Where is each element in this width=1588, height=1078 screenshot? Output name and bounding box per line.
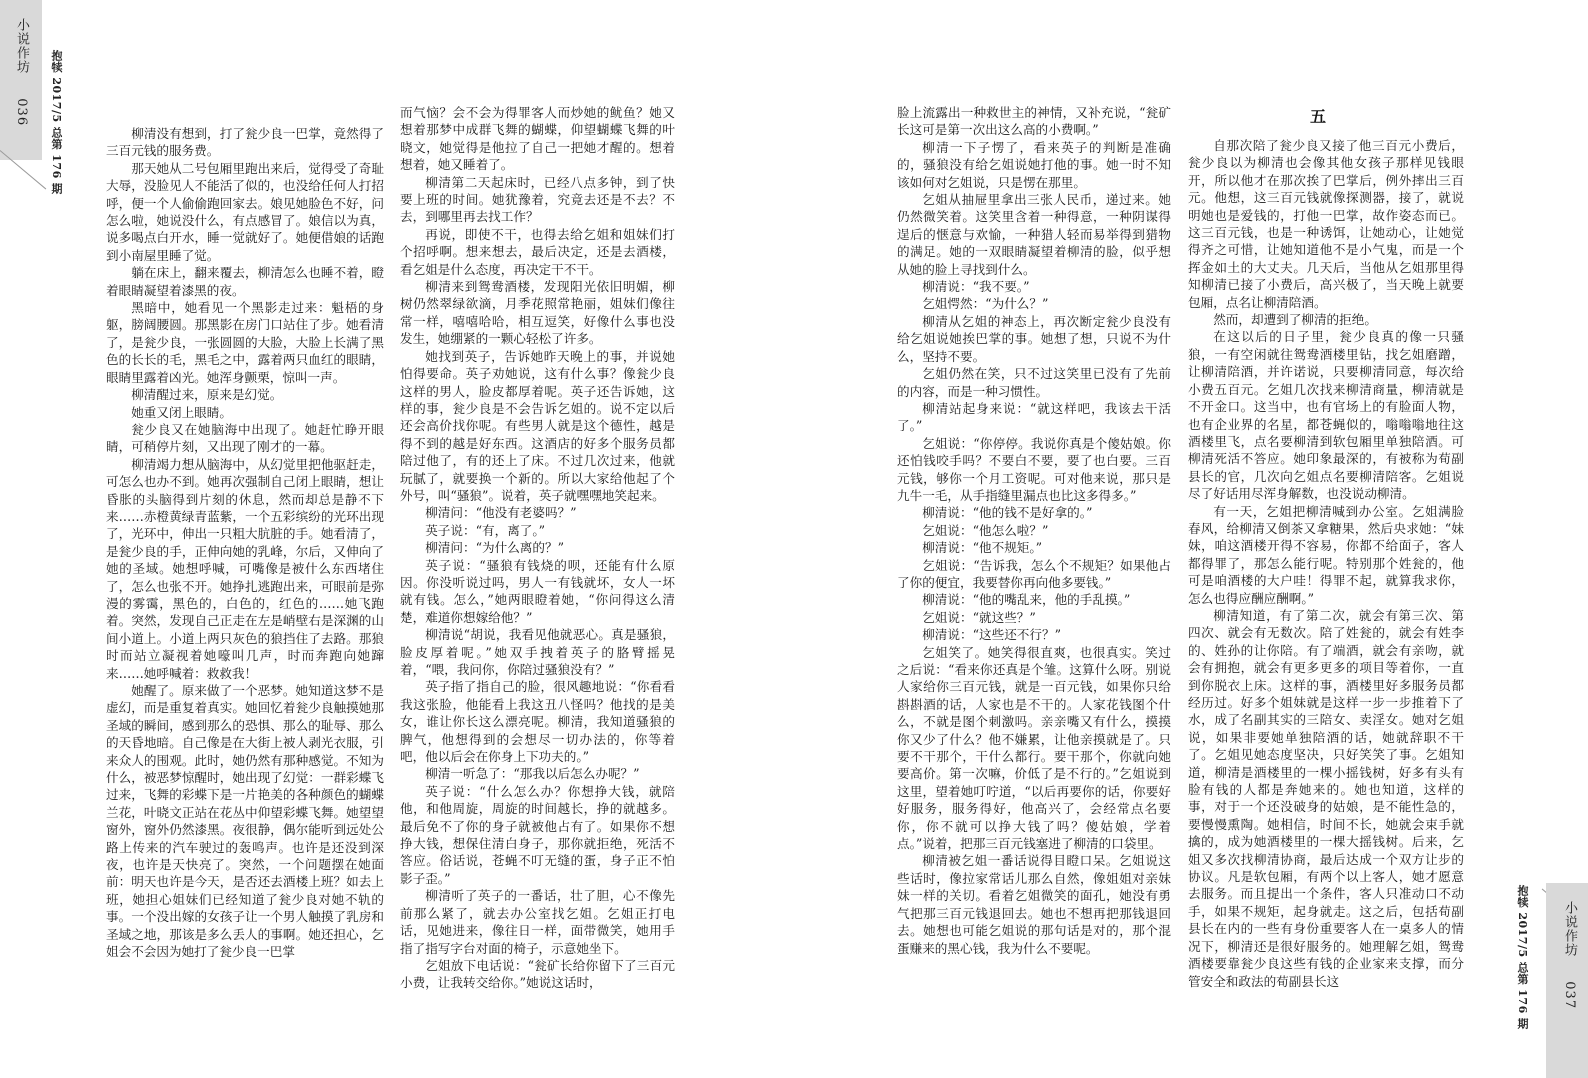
- chapter-heading: 五: [1310, 107, 1327, 126]
- right-section-tab: [1546, 883, 1588, 1078]
- paragraph: 柳清醒过来，原来是幻觉。: [131, 387, 283, 403]
- left-page-number: 036: [14, 98, 29, 127]
- paragraph: 柳清一下子愣了，看来英子的判断是准确的，骚狼没有给乞姐说她打他的事。她一时不知该如何对乞姐说，只是愣在那里。: [897, 139, 1171, 190]
- paragraph: 柳清说：“这些还不行？”: [922, 627, 1062, 643]
- paragraph: 自那次陪了瓮少良又接了他三百元小费后，瓮少良以为柳清也会像其他女孩子那样见钱眼开，所以他才在那次挨了巴掌后，例外摔出三百元。他想，这三百元钱就像探测器，接了，就说明她也是爱钱的，打他一巴掌，故作姿态而已。这三百元钱，也是一种诱饵，让她动心，让她觉得齐之可惜，让她知道他不是小气鬼，而是一个挥金如土的大丈夫。几天后，当他从乞姐那里得知柳清已接了小费后，高兴极了，当天晚上就要包厢，点名让柳清陪酒。: [1188, 138, 1464, 310]
- paragraph: 在这以后的日子里，瓮少良真的像一只骚狼，一有空闲就往鸳鸯酒楼里钻，找乞姐磨蹭，让柳清陪酒，并许诺说，只要柳清同意，每次给小费五百元。乞姐几次找来柳清商量，柳清就是不开金口。这当中，也有官场上的有脸面人物，也有企业界的名星，都苍蝇似的，嗡嗡嗡地往这酒楼里飞，点名要柳清到软包厢里单独陪酒。可柳清死活不答应。她印象最深的，有被称为荀副县长的官，几次向乞姐点名要柳清陪客。乞姐说尽了好话用尽浑身解数，也没说动柳清。: [1188, 329, 1464, 502]
- paragraph: 英子说：“骚狼有钱烧的呗，还能有什么原因。你没听说过吗，男人一有钱就坏，女人一坏就有钱。怎么，”她两眼瞪着她，“你问得这么清楚，难道你想嫁给他？”: [400, 557, 675, 625]
- paragraph: 柳清问：“为什么离的？”: [425, 540, 565, 556]
- paragraph: 柳清从乞姐的神态上，再次断定瓮少良没有给乞姐说她挨巴掌的事。她想了想，只说不为什么，坚持不要。: [897, 313, 1171, 364]
- paragraph: 柳清一听急了：“那我以后怎么办呢？”: [425, 766, 640, 782]
- left-section-tab: [0, 0, 42, 160]
- paragraph: 乞姐笑了。她笑得很直爽，也很真实。笑过之后说：“看来你还真是个雏。这算什么呀。别说人家给你三百元钱，就是一百元钱，如果你只给斟斟酒的话，人家也是不干的。人家花钱图个什么，不就是图个刺激吗。亲亲嘴又有什么，摸摸你又少了什么？他不嫌累，让他亲摸就是了。只要不干那个，干什么都行。要干那个，你就向她要高价。第一次嘛，价低了是不行的。”乞姐说到这里，望着她叮咛道，“以后再要你的话，你要好好服务，服务得好，他高兴了，会经常点名要你，你不就可以挣大钱了吗？傻姑娘，学着点。”说着，把那三百元钱塞进了柳清的口袋里。: [897, 644, 1171, 852]
- paragraph: 柳清听了英子的一番话，壮了胆，心不像先前那么紧了，就去办公室找乞姐。乞姐正打电话，见她进来，像往日一样，面带微笑，她用手指了指写字台对面的椅子，示意她坐下。: [400, 888, 675, 956]
- paragraph: 有一天，乞姐把柳清喊到办公室。乞姐满脸春风，给柳清又倒茶又拿糖果，然后央求她：“妹妹，咱这酒楼开得不容易，你都不给面子，客人都得罪了，那怎么能行呢。特别那个姓瓮的，他可是咱酒楼的大户哇！得罪不起，就算我求你，怎么也得应酬应酬啊。”: [1188, 503, 1464, 606]
- paragraph: 脸上流露出一种救世主的神情，又补充说，“瓮矿长这可是第一次出这么高的小费啊。”: [897, 105, 1171, 138]
- paragraph: 乞姐愕然：“为什么？”: [922, 296, 1049, 312]
- right-issue-label: 抱犊 2017/5 总第 176 期: [1516, 885, 1529, 1030]
- left-tab-text: [12, 18, 31, 126]
- paragraph: 柳清问：“他没有老婆吗？”: [425, 505, 577, 521]
- left-issue-label: 抱犊 2017/5 总第 176 期: [50, 50, 63, 195]
- paragraph: 英子说：“有，离了。”: [425, 522, 546, 538]
- text-column-2: [400, 104, 675, 992]
- paragraph: 然而，却遭到了柳清的拒绝。: [1213, 312, 1377, 328]
- paragraph: 柳清知道，有了第二次，就会有第三次、第四次、就会有无数次。陪了姓瓮的，就会有姓李的、姓孙的让你陪。有了端酒，就会有亲吻，就会有拥抱，就会有更多更多的项目等着你，一直到你脱衣上床。这样的事，酒楼里好多服务员都经历过。好多个姐妹就是这样一步一步推着下了水，成了名副其实的三陪女、卖淫女。她对乞姐说，如果非要她单独陪酒的话，她就辞职不干了。乞姐见她态度坚决，只好笑笑了事。乞姐知道，柳清是酒楼里的一棵小摇钱树，好多有头有脸有钱的人都是奔她来的。她也知道，这样的事，对于一个还没破身的姑娘，是不能性急的，要慢慢熏陶。她相信，时间不长，她就会束手就擒的，成为她酒楼里的一棵大摇钱树。后来，乞姐又多次找柳清协商，最后达成一个双方让步的协议。凡是软包厢，有两个以上客人，她才愿意去服务。而且提出一个条件，客人只准动口不动手，如果不规矩，起身就走。这之后，包括荀副县长在内的一些有身份重要客人在一桌多人的情况下，柳清还是很好服务的。她理解乞姐，鸳鸯酒楼要靠瓮少良这些有钱的企业家来支撑，而分管安全和政法的荀副县长这: [1188, 607, 1464, 989]
- paragraph: 柳清第二天起床时，已经八点多钟，到了快要上班的时间。她犹豫着，究竟去还是不去？不去，到哪里再去找工作？: [400, 174, 675, 225]
- paragraph: 乞姐放下电话说：“瓮矿长给你留下了三百元小费，让我转交给你。”她说这话时，: [400, 957, 675, 991]
- paragraph: 而气恼？会不会为得罪客人而炒她的鱿鱼？她又想着那梦中成群飞舞的蝴蝶，仰望蝴蝶飞舞的叶晓文，她觉得是他拉了自己一把她才醒的。想着想着，她又睡着了。: [400, 105, 675, 173]
- paragraph: 那天她从二号包厢里跑出来后，觉得受了奇耻大辱，没脸见人不能活了似的，也没给任何人打招呼，便一个人偷偷跑回家去。娘见她脸色不好，问怎么啦，她说没什么，有点感冒了。娘信以为真，说多喝点白开水，睡一觉就好了。她便借娘的话跑到小南屋里睡了觉。: [106, 160, 384, 263]
- paragraph: 柳清被乞姐一番话说得目瞪口呆。乞姐说这些话时，像拉家常话儿那么自然，像姐姐对亲妹妹一样的关切。看着乞姐微笑的面孔，她没有勇气把那三百元钱退回去。她也不想再把那钱退回去。她想也可能乞姐说的那句话是对的，那个混蛋赚来的黑心钱，我为什么不要呢。: [897, 853, 1171, 956]
- paragraph: 柳清说：“他不规矩。”: [922, 540, 1043, 556]
- right-page-number: 037: [1562, 981, 1577, 1010]
- paragraph: 瓮少良又在她脑海中出现了。她赶忙睁开眼睛，可稍停片刻，又出现了刚才的一幕。: [106, 421, 384, 455]
- paragraph: 英子指了指自己的脸，很风趣地说：“你看看我这张脸，他能看上我这丑八怪吗？他找的是美女，谁让你长这么漂亮呢。柳清，我知道骚狼的脾气，他想得到的会想尽一切办法的，你等着吧，他以后会在你身上下功夫的。”: [400, 679, 675, 765]
- right-magazine-name: 小说作坊: [1562, 901, 1577, 957]
- paragraph: 她醒了。原来做了一个恶梦。她知道这梦不是虚幻，而是重复着真实。她回忆着瓮少良触摸她那圣域的瞬间，感到那么的恐惧、那么的耻辱、那么的天昏地暗。自己像是在大街上被人剥光衣服，引来众人的围观。此时，她仍然有那种感觉。不知为什么，被恶梦惊醒时，她出现了幻觉：一群彩蝶飞过来，飞舞的彩蝶下是一片艳美的各种颜色的蝴蝶兰花，叶晓文正站在花丛中仰望彩蝶飞舞。她望望窗外，窗外仍然漆黑。夜很静，偶尔能听到远处公路上传来的汽车驶过的轰鸣声。也许是还没到深夜，也许是天快亮了。突然，一个问题摆在她面前：明天也许是今天，是否还去酒楼上班？如去上班，她担心姐妹们已经知道了瓮少良对她不轨的事。一个没出嫁的女孩子让一个男人触摸了乳房和圣域之地，那该是多么丢人的事啊。她还担心，乞姐会不会因为她打了瓮少良一巴掌: [106, 683, 384, 960]
- paragraph: 黑暗中，她看见一个黑影走过来：魁梧的身躯，膀阔腰圆。那黑影在房门口站住了步。她看清了，是瓮少良，一张圆圆的大脸，大脸上长满了黑色的长长的毛，黑毛之中，露着两只血红的眼睛，眼睛里露着凶光。她浑身颤栗，惊叫一声。: [106, 300, 384, 385]
- text-column-4: [1188, 137, 1464, 990]
- paragraph: 她找到英子，告诉她昨天晚上的事，并说她怕得要命。英子劝她说，这有什么事？像瓮少良这样的男人，脸皮都厚着呢。英子还告诉她，这样的事，瓮少良是不会告诉乞姐的。说不定以后还会高价找你呢。有些男人就是这个德性，越是得不到的越是好东西。这酒店的好多个服务员都陪过他了，有的还上了床。不过几次过来，他就玩腻了，就要换一个新的。所以大家给他起了个外号，叫“骚狼”。说着，英子就嘿嘿地笑起来。: [400, 348, 675, 503]
- paragraph: 柳清说：“他的钱不是好拿的。”: [922, 505, 1093, 521]
- left-magazine-name: 小说作坊: [14, 18, 29, 74]
- paragraph: 柳清说“胡说，我看见他就恶心。真是骚狼，脸皮厚着呢。”她双手拽着英子的胳臂摇晃着，“喂，我问你，你陪过骚狼没有？”: [400, 627, 675, 677]
- paragraph: 乞姐说：“你停停。我说你真是个傻姑娘。你还怕钱咬手吗？不要白不要，要了也白要。三百元钱，够你一个月工资呢。可对他来说，那只是九牛一毛，从手指缝里漏点也比这多得多。”: [897, 435, 1171, 503]
- paragraph: 柳清说：“我不要。”: [922, 279, 1030, 295]
- right-tab-text: [1560, 901, 1579, 1009]
- paragraph: 乞姐说：“就这些？”: [922, 609, 1036, 625]
- paragraph: 她重又闭上眼睛。: [131, 404, 232, 420]
- paragraph: 柳清说：“他的嘴乱来，他的手乱摸。”: [922, 592, 1131, 608]
- text-column-1: [106, 125, 384, 961]
- paragraph: 柳清竭力想从脑海中，从幻觉里把他驱赶走，可怎么也办不到。她再次强制自己闭上眼睛，想让昏胀的头脑得到片刻的休息，然而却总是静不下来……赤橙黄绿青蓝紫，一个五彩缤纷的光环出现了，光环中，伸出一只粗大肮脏的手。她看清了，是瓮少良的手，正伸向她的乳峰，尔后，又伸向了她的圣域。她想呼喊，可嘴像是被什么东西堵住了，怎么也张不开。她挣扎逃跑出来，可眼前是弥漫的雾霭，黑色的，白色的，红色的……她飞跑着。突然，发现自己正走在左是峭壁右是深渊的山间小道上。小道上两只灰色的狼挡住了去路。那狼时而站立凝视着她嚎叫几声，时而奔跑向她蹿来……她呼喊着：救救我！: [106, 456, 384, 681]
- text-column-3: [897, 104, 1171, 957]
- paragraph: 乞姐说：“他怎么啦？”: [922, 522, 1049, 538]
- paragraph: 柳清来到鸳鸯酒楼，发现阳光依旧明媚，柳树仍然翠绿欲滴，月季花照常艳丽，姐妹们像往常一样，嘻嘻哈哈，相互逗笑，好像什么事也没发生，她绷紧的一颗心轻松了许多。: [400, 279, 675, 347]
- paragraph: 柳清站起身来说：“就这样吧，我该去干活了。”: [897, 400, 1171, 434]
- paragraph: 再说，即使不干，也得去给乞姐和姐妹们打个招呼啊。想来想去，最后决定，还是去酒楼，看乞姐是什么态度，再决定干不干。: [400, 226, 675, 277]
- paragraph: 柳清没有想到，打了瓮少良一巴掌，竟然得了三百元钱的服务费。: [106, 126, 384, 159]
- paragraph: 乞姐仍然在笑，只不过这笑里已没有了先前的内容，而是一种习惯性。: [897, 366, 1171, 399]
- paragraph: 乞姐说：“告诉我，怎么个不规矩？如果他占了你的便宜，我要替你再向他多要钱。”: [897, 557, 1171, 590]
- paragraph: 英子说：“什么怎么办？你想挣大钱，就陪他，和他周旋，周旋的时间越长，挣的就越多。最后免不了你的身子就被他占有了。如果你不想挣大钱，想保住清白身子，那你就拒绝，死活不答应。俗话说，苍蝇不叮无缝的蛋，身子正不怕影子歪。”: [400, 783, 675, 886]
- paragraph: 乞姐从抽屉里拿出三张人民币，递过来。她仍然微笑着。这笑里含着一种得意，一种阴谋得逞后的惬意与欢愉，一种猎人轻而易举得到猎物的满足。她的一双眼睛凝望着柳清的脸，似乎想从她的脸上寻找到什么。: [897, 192, 1171, 277]
- paragraph: 躺在床上，翻来覆去，柳清怎么也睡不着，瞪着眼睛凝望着漆黑的夜。: [106, 265, 384, 298]
